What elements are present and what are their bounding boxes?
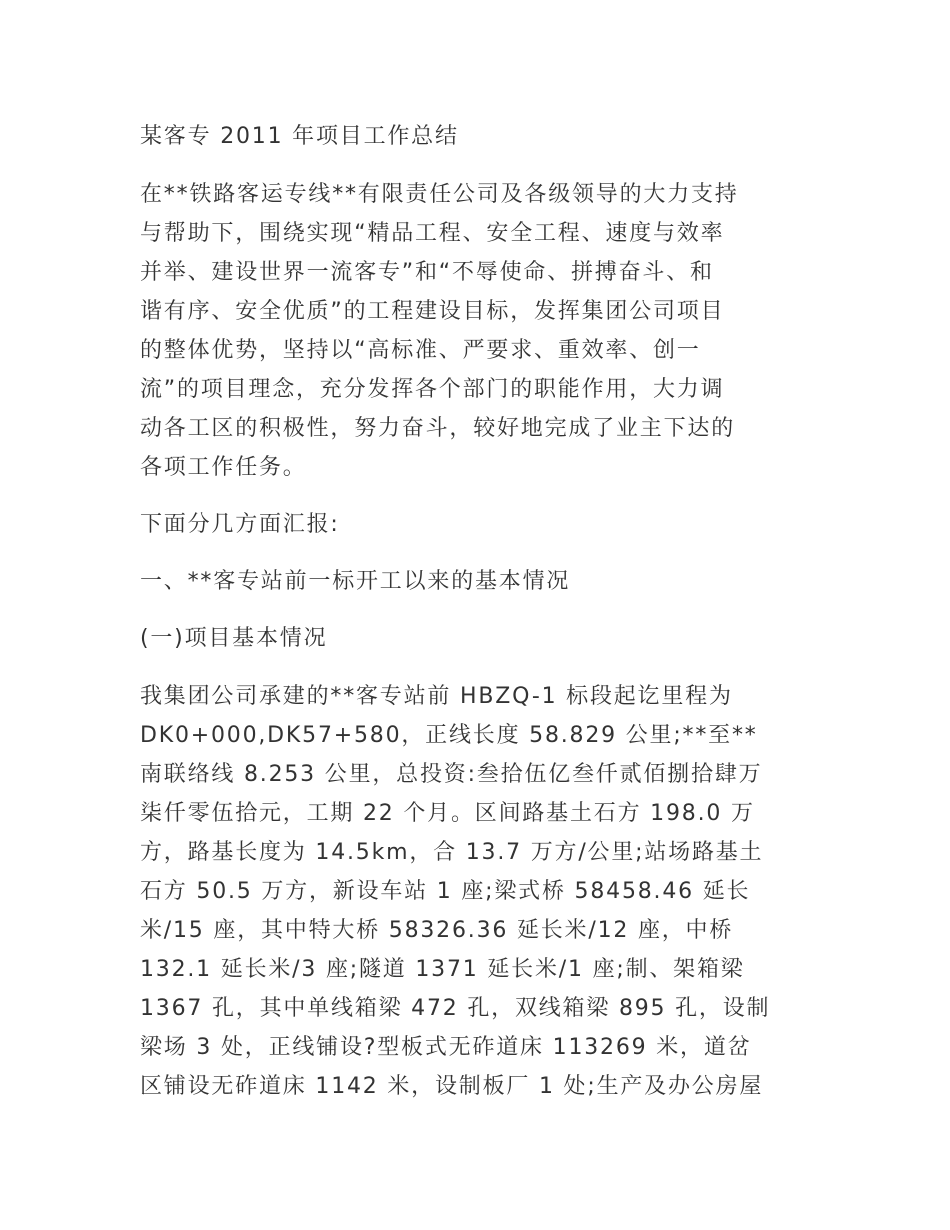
body-line: 我集团公司承建的**客专站前 HBZQ-1 标段起讫里程为 (140, 684, 733, 709)
intro-line: 与帮助下，围绕实现“精品工程、安全工程、速度与效率 (140, 221, 725, 246)
body-line: 米/15 座，其中特大桥 58326.36 延长米/12 座，中桥 (140, 918, 734, 943)
intro-line: 动各工区的积极性，努力奋斗，较好地完成了业主下达的 (140, 416, 736, 441)
report-intro: 下面分几方面汇报: (140, 512, 340, 537)
intro-line: 在**铁路客运专线**有限责任公司及各级领导的大力支持 (140, 182, 739, 207)
document-title: 某客专 2011 年项目工作总结 (140, 124, 459, 149)
section-heading: 一、**客专站前一标开工以来的基本情况 (140, 569, 571, 594)
body-line: 1367 孔，其中单线箱梁 472 孔，双线箱梁 895 孔，设制 (140, 996, 771, 1021)
body-line: 132.1 延长米/3 座;隧道 1371 延长米/1 座;制、架箱梁 (140, 957, 745, 982)
subsection-heading: (一)项目基本情况 (140, 626, 328, 651)
body-line: 梁场 3 处，正线铺设?型板式无砟道床 113269 米，道岔 (140, 1035, 752, 1060)
body-line: DK0+000,DK57+580，正线长度 58.829 公里;**至** (140, 723, 758, 748)
intro-line: 谐有序、安全优质”的工程建设目标，发挥集团公司项目 (140, 299, 725, 324)
intro-line: 的整体优势，坚持以“高标准、严要求、重效率、创一 (140, 338, 701, 363)
body-line: 区铺设无砟道床 1142 米，设制板厂 1 处;生产及办公房屋 (140, 1074, 764, 1099)
intro-line: 流”的项目理念，充分发挥各个部门的职能作用，大力调 (140, 377, 725, 402)
body-line: 方，路基长度为 14.5km，合 13.7 万方/公里;站场路基土 (140, 840, 764, 865)
intro-line: 各项工作任务。 (140, 455, 307, 480)
body-line: 石方 50.5 万方，新设车站 1 座;梁式桥 58458.46 延长 (140, 879, 751, 904)
body-line: 柒仟零伍拾元，工期 22 个月。区间路基土石方 198.0 万 (140, 801, 755, 826)
body-line: 南联络线 8.253 公里，总投资:叁拾伍亿叁仟贰佰捌拾肆万 (140, 762, 763, 787)
intro-line: 并举、建设世界一流客专”和“不辱使命、拼搏奋斗、和 (140, 260, 714, 285)
